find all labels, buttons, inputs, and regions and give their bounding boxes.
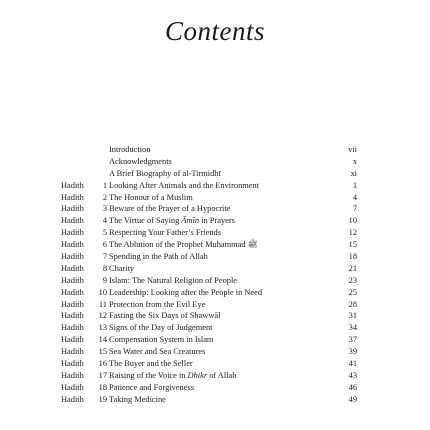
hadith-number: 16 xyxy=(98,359,107,369)
hadith-number: 7 xyxy=(102,252,107,262)
hadith-number: 18 xyxy=(98,382,107,392)
toc-entry-page: vii xyxy=(348,145,357,154)
toc-row-hadith xyxy=(61,251,357,263)
hadith-label: Hadith xyxy=(61,216,84,226)
toc-entry-page: 23 xyxy=(348,275,357,285)
toc-row-hadith xyxy=(61,394,357,406)
toc-entry-title: Fasting the Six Days of Shawwāl xyxy=(109,311,221,321)
hadith-number: 2 xyxy=(102,192,107,202)
toc-entry-page: 12 xyxy=(348,228,357,238)
hadith-number: 4 xyxy=(102,216,107,226)
hadith-label: Hadith xyxy=(61,335,84,345)
toc-row-hadith xyxy=(61,334,357,346)
hadith-label: Hadith xyxy=(61,370,84,380)
toc-row-hadith xyxy=(61,239,357,251)
hadith-label: Hadith xyxy=(61,382,84,392)
toc-entry-title: The Virtue of Saying Āmīn in Prayers xyxy=(109,216,235,226)
toc-entry-title: Patience and Forgiveness xyxy=(109,382,194,392)
toc-row-front xyxy=(61,144,357,156)
toc-entry-title: Beware of the Prayer of a Hypocrite xyxy=(109,204,231,214)
toc-row-hadith xyxy=(61,203,357,215)
hadith-label: Hadith xyxy=(61,275,84,285)
hadith-label: Hadith xyxy=(61,299,84,309)
hadith-label: Hadith xyxy=(61,263,84,273)
hadith-label: Hadith xyxy=(61,192,84,202)
toc-entry-page: 28 xyxy=(348,299,357,309)
toc-row-hadith xyxy=(61,287,357,299)
toc-entry-page: 34 xyxy=(348,323,357,333)
toc-entry-italic-term: Āmīn xyxy=(181,216,200,226)
toc-entry-title: Looking After Animals and the Environment xyxy=(109,180,260,190)
toc-entry-page: 10 xyxy=(348,216,357,226)
toc-entry-title: Taking Medicine xyxy=(109,394,166,404)
toc-row-hadith xyxy=(61,275,357,287)
hadith-label: Hadith xyxy=(61,180,84,190)
toc-row-hadith xyxy=(61,310,357,322)
hadith-number: 14 xyxy=(98,335,107,345)
hadith-label: Hadith xyxy=(61,228,84,238)
toc-row-hadith xyxy=(61,382,357,394)
toc-row-hadith xyxy=(61,180,357,192)
table-of-contents xyxy=(61,144,357,406)
hadith-number: 17 xyxy=(98,370,107,380)
toc-entry-italic-term: Dhikr xyxy=(187,370,208,380)
toc-entry-page: 21 xyxy=(348,263,357,273)
toc-row-hadith xyxy=(61,299,357,311)
toc-row-front xyxy=(61,168,357,180)
hadith-label: Hadith xyxy=(61,323,84,333)
toc-entry-page: 43 xyxy=(348,370,357,380)
toc-entry-title: The Buyer and the Seller xyxy=(109,359,193,369)
toc-row-hadith xyxy=(61,322,357,334)
hadith-number: 10 xyxy=(98,287,107,297)
page-title: Contents xyxy=(164,16,265,46)
toc-entry-page: xi xyxy=(350,168,357,178)
toc-entry-page: 41 xyxy=(348,359,357,369)
toc-row-hadith xyxy=(61,263,357,275)
toc-entry-title: Spending in the Path of Allah xyxy=(109,252,208,262)
toc-entry-title: Signs of the Day of Judgement xyxy=(109,323,213,333)
toc-row-hadith xyxy=(61,192,357,204)
toc-row-hadith xyxy=(61,346,357,358)
toc-entry-title: The Honour of a Muslim xyxy=(109,192,193,202)
toc-entry-page: 46 xyxy=(348,382,357,392)
hadith-label: Hadith xyxy=(61,311,84,321)
hadith-number: 19 xyxy=(98,394,107,404)
toc-entry-page: 4 xyxy=(352,192,357,202)
hadith-label: Hadith xyxy=(61,359,84,369)
hadith-number: 6 xyxy=(102,240,107,250)
toc-entry-page: 18 xyxy=(348,252,357,262)
hadith-number: 15 xyxy=(98,347,107,357)
toc-entry-page: 7 xyxy=(352,204,357,214)
hadith-label: Hadith xyxy=(61,394,84,404)
toc-entry-title: Islam: The Natural Religion of People xyxy=(109,275,238,285)
toc-row-hadith xyxy=(61,370,357,382)
hadith-label: Hadith xyxy=(61,240,84,250)
toc-entry-title: Compensation System in Islam xyxy=(109,335,214,345)
hadith-number: 11 xyxy=(98,299,107,309)
toc-entry-title: Charity xyxy=(109,263,135,273)
toc-entry-page: 37 xyxy=(348,335,357,345)
toc-entry-title: The Ablution of the Prophet Muhammad ﷺ xyxy=(109,240,258,250)
hadith-number: 12 xyxy=(98,311,107,321)
hadith-number: 5 xyxy=(102,228,107,238)
toc-row-hadith xyxy=(61,358,357,370)
toc-entry-title: Sea Water and Sea Creatures xyxy=(109,347,206,357)
toc-entry-page: 31 xyxy=(348,311,357,321)
toc-entry-title: Introduction xyxy=(109,145,151,154)
hadith-label: Hadith xyxy=(61,347,84,357)
hadith-label: Hadith xyxy=(61,204,84,214)
toc-entry-page: 25 xyxy=(348,287,357,297)
toc-row-front xyxy=(61,156,357,168)
toc-entry-page: 1 xyxy=(352,180,357,190)
toc-entry-title: A Brief Biography of al-Tirmidhī xyxy=(109,168,221,178)
hadith-label: Hadith xyxy=(61,287,84,297)
hadith-number: 8 xyxy=(102,263,107,273)
toc-entry-page: x xyxy=(352,156,357,166)
toc-entry-title: Respecting Your Father’s Friends xyxy=(109,228,221,238)
toc-row-hadith xyxy=(61,215,357,227)
hadith-number: 13 xyxy=(98,323,107,333)
hadith-number: 1 xyxy=(102,180,107,190)
toc-entry-page: 49 xyxy=(348,394,357,404)
toc-entry-title: Leadership: Looking after the People in Need xyxy=(109,287,263,297)
toc-entry-title: Acknowledgments xyxy=(109,156,172,166)
hadith-number: 3 xyxy=(102,204,107,214)
toc-row-hadith xyxy=(61,227,357,239)
hadith-number: 9 xyxy=(102,275,107,285)
toc-entry-page: 39 xyxy=(348,347,357,357)
toc-entry-title: Protection from the Evil Eye xyxy=(109,299,206,309)
toc-entry-title: Raising of the Voice in Dhikr of Allah xyxy=(109,370,237,380)
toc-entry-page: 15 xyxy=(348,240,357,250)
hadith-label: Hadith xyxy=(61,252,84,262)
